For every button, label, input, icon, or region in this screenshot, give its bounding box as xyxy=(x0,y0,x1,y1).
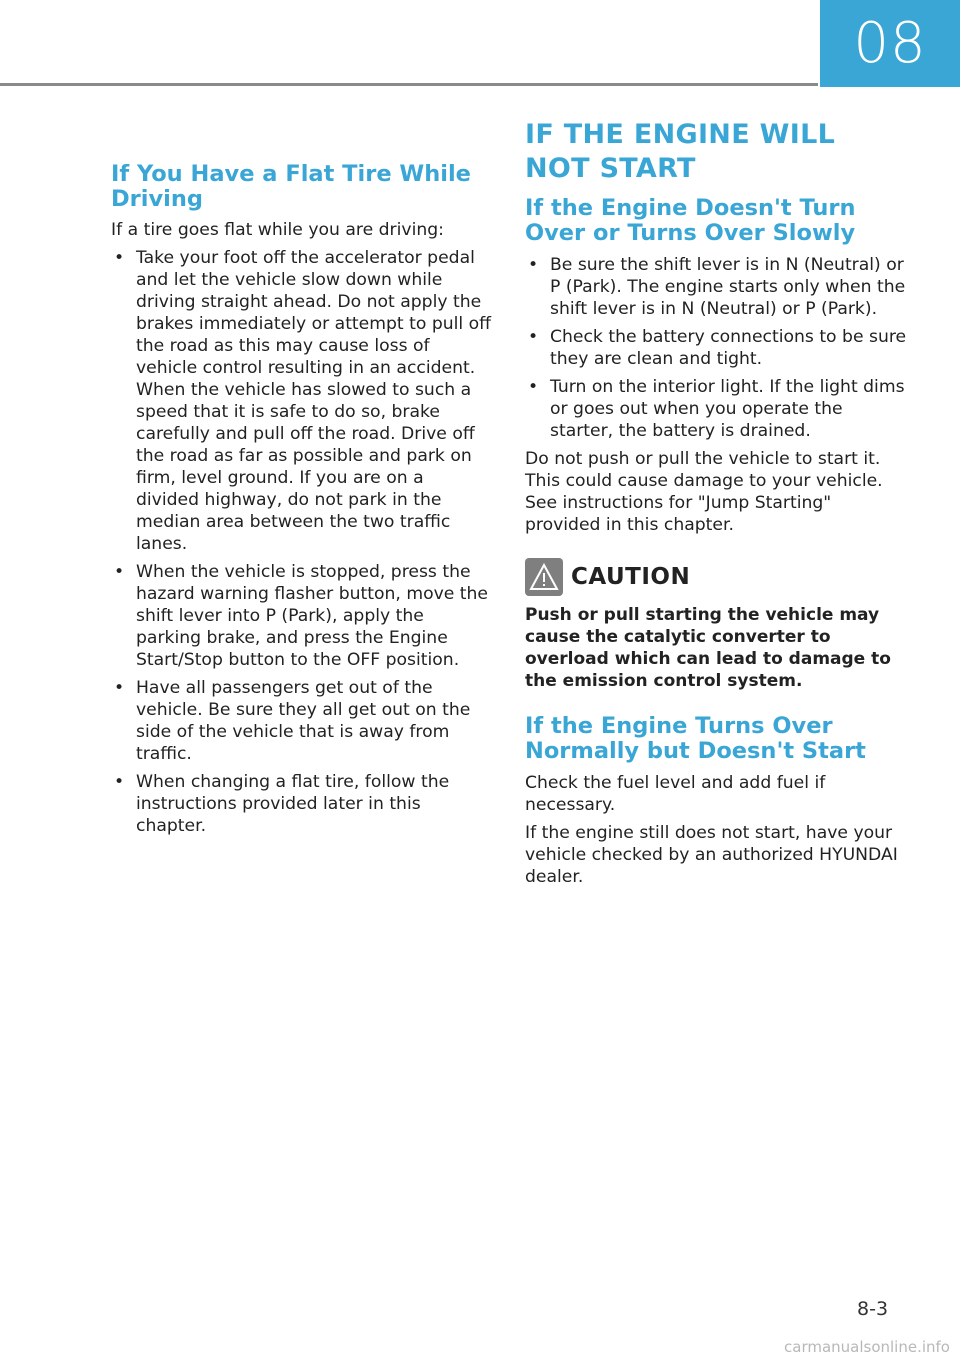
flat-tire-heading: If You Have a Flat Tire While Driving xyxy=(111,161,471,212)
list-item: • Be sure the shift lever is in N (Neutral) or P (Park). The engine starts only when the shift lever is in N (Neutral) or P (Park). xyxy=(528,255,906,319)
header-rule xyxy=(0,83,818,86)
caution-header xyxy=(525,558,907,596)
dealer-paragraph: If the engine still does not start, have your vehicle checked by an authorized HYUNDAI dealer. xyxy=(525,823,898,887)
jump-start-paragraph: Do not push or pull the vehicle to start it. This could cause damage to your vehicle. See instructions for "Jump Starting" provided in this chapter. xyxy=(525,449,883,535)
caution-title: CAUTION xyxy=(571,564,691,590)
page-number: 8-3 xyxy=(857,1298,889,1320)
no-start-heading: If the Engine Turns Over Normally but Doesn't Start xyxy=(525,713,866,764)
right-column xyxy=(525,118,907,888)
watermark: carmanualsonline.info xyxy=(784,1338,950,1356)
list-item: • When changing a flat tire, follow the instructions provided later in this chapter. xyxy=(114,772,450,836)
left-column xyxy=(111,162,491,843)
flat-tire-intro: If a tire goes flat while you are driving: xyxy=(111,220,444,240)
turn-over-list xyxy=(525,254,907,442)
caution-text: Push or pull starting the vehicle may cause the catalytic converter to overload which can lead to damage to the emission control system. xyxy=(525,605,891,691)
flat-tire-list xyxy=(111,247,491,837)
list-item: • When the vehicle is stopped, press the hazard warning flasher button, move the shift lever into P (Park), apply the parking brake, and press the Engine Start/Stop button to the OFF position. xyxy=(114,562,489,670)
list-item: • Check the battery connections to be sure they are clean and tight. xyxy=(528,327,907,369)
turn-over-heading: If the Engine Doesn't Turn Over or Turns Over Slowly xyxy=(525,195,856,246)
chapter-tab: 08 xyxy=(820,0,960,87)
list-item: • Take your foot off the accelerator pedal and let the vehicle slow down while driving straight ahead. Do not apply the brakes immediately or attempt to pull off the road as this may cause loss of vehicle control resulting in an accident. When the vehicle has slowed to such a speed that it is safe to do so, brake carefully and pull off the road. Drive off the road as far as possible and park on firm, level ground. If you are on a divided highway, do not park in the median area between the two traffic lanes. xyxy=(114,248,491,554)
fuel-paragraph: Check the fuel level and add fuel if necessary. xyxy=(525,773,826,815)
section-title: IF THE ENGINE WILL NOT START xyxy=(525,119,836,184)
list-item: • Turn on the interior light. If the light dims or goes out when you operate the starter, the battery is drained. xyxy=(528,377,905,441)
list-item: • Have all passengers get out of the vehicle. Be sure they all get out on the side of the vehicle that is away from traffic. xyxy=(114,678,471,764)
warning-triangle-icon xyxy=(525,558,563,596)
